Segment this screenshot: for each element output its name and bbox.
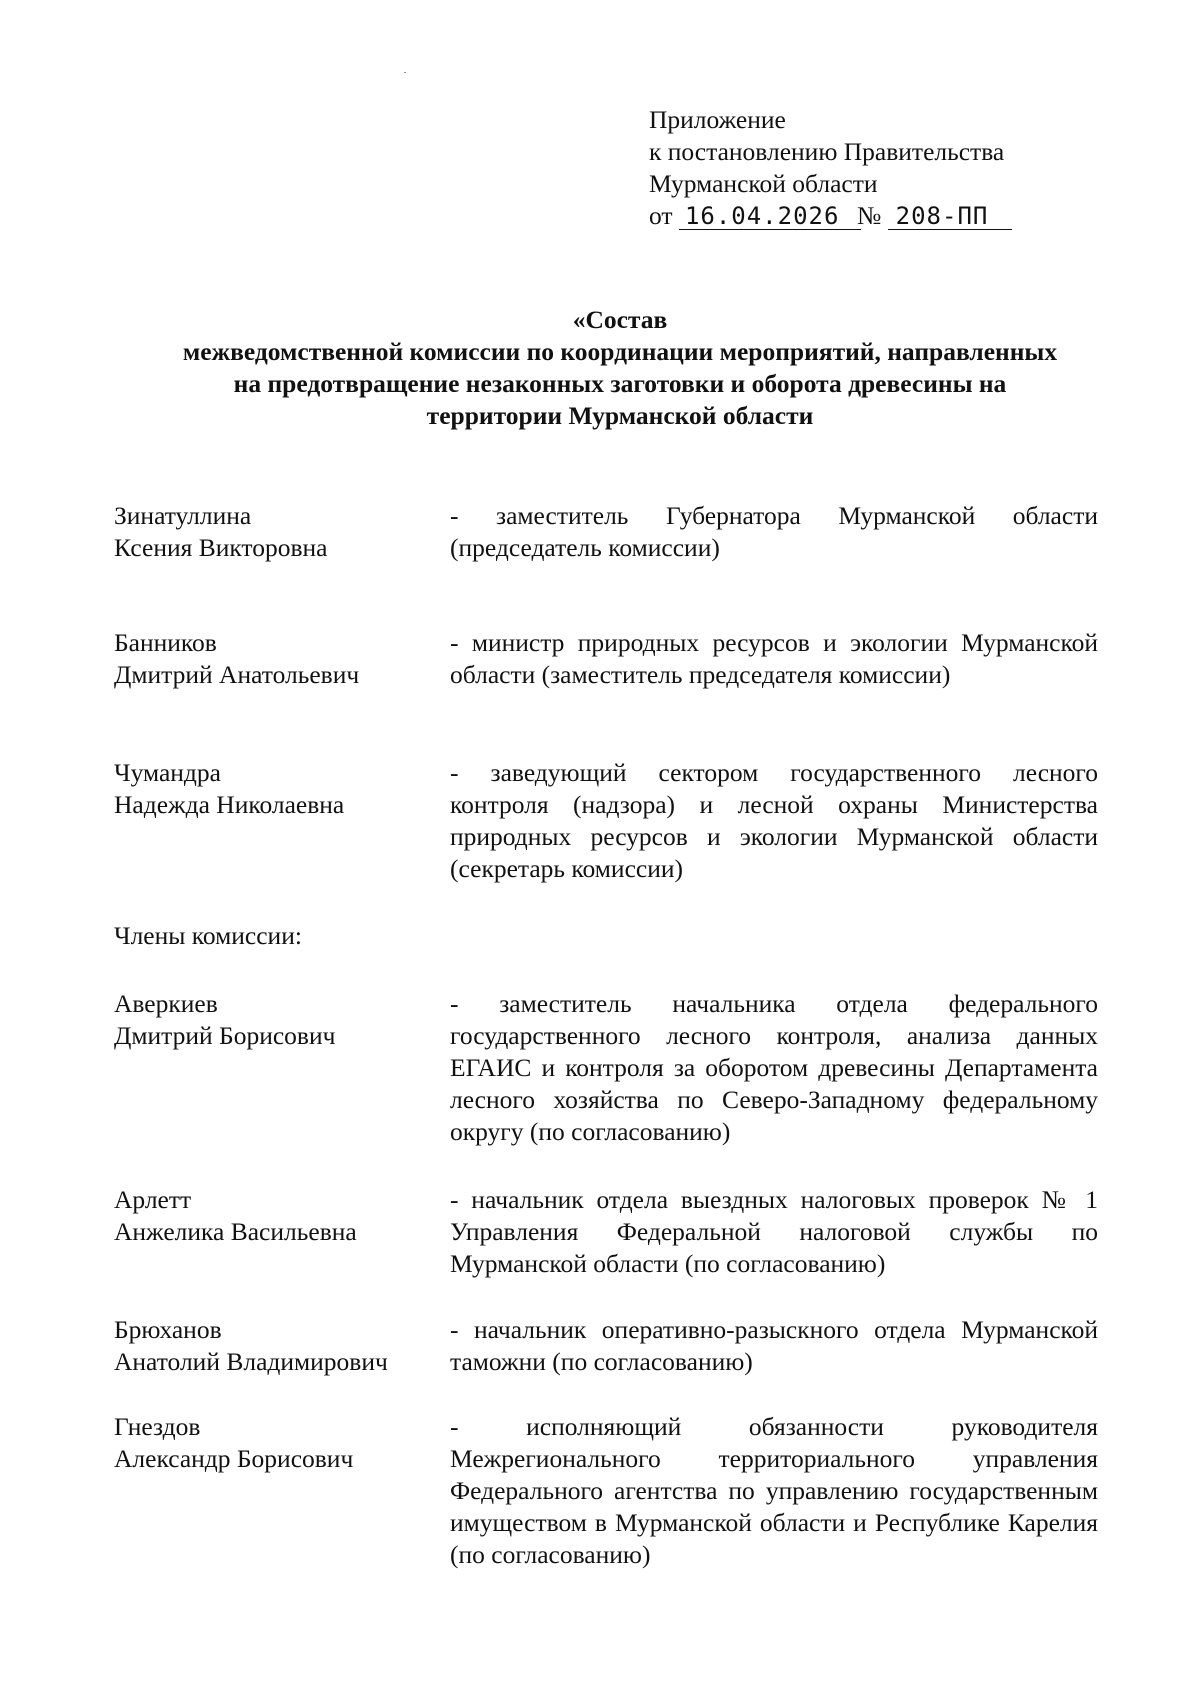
member-name: [114, 757, 444, 821]
appendix-region-line: Мурманской области: [649, 169, 878, 198]
member-surname: Брюханов: [114, 1315, 222, 1344]
member-surname: Гнездов: [114, 1412, 201, 1441]
document-title: [120, 304, 1120, 432]
member-name: [114, 500, 444, 564]
member-name: [114, 627, 444, 691]
member-given-names: Надежда Николаевна: [114, 790, 345, 819]
title-line-3: на предотвращение незаконных заготовки и оборота древесины на: [233, 369, 1007, 398]
member-position: - заместитель начальника отдела федерального государственного лесного контроля, анализа данных ЕГАИС и контроля за оборотом древесины Департамента лесного хозяйства по Северо-Западному федеральному округу (по согласованию): [450, 989, 1098, 1146]
members-heading: Члены комиссии:: [114, 921, 302, 950]
appendix-resolution-line: к постановлению Правительства: [649, 137, 1005, 166]
member-name: [114, 1314, 444, 1378]
member-surname: Арлетт: [114, 1185, 192, 1214]
resolution-number: 208-ПП: [888, 203, 1012, 230]
member-name: [114, 988, 444, 1052]
member-surname: Банников: [114, 628, 217, 657]
number-sign: №: [856, 201, 882, 230]
member-surname: Зинатуллина: [114, 501, 252, 530]
title-line-4: территории Мурманской области: [426, 401, 814, 430]
member-position: - начальник отдела выездных налоговых проверок № 1 Управления Федеральной налоговой службы по Мурманской области (по согласованию): [450, 1185, 1098, 1278]
appendix-header: [649, 104, 1069, 232]
scan-speck: [404, 72, 406, 73]
member-position: - заведующий сектором государственного лесного контроля (надзора) и лесной охраны Министерства природных ресурсов и экологии Мурманской области (секретарь комиссии): [450, 758, 1098, 883]
member-given-names: Анжелика Васильевна: [114, 1217, 357, 1246]
member-position: - заместитель Губернатора Мурманской области (председатель комиссии): [450, 501, 1098, 562]
member-name: [114, 1411, 444, 1475]
appendix-label: Приложение: [649, 105, 786, 134]
member-given-names: Александр Борисович: [114, 1444, 354, 1473]
member-given-names: Дмитрий Анатольевич: [114, 660, 360, 689]
title-line-1: «Состав: [572, 305, 668, 334]
member-position: - начальник оперативно-разыскного отдела Мурманской таможни (по согласованию): [450, 1315, 1098, 1376]
member-surname: Чумандра: [114, 758, 221, 787]
title-line-2: межведомственной комиссии по координации мероприятий, направленных: [182, 337, 1058, 366]
member-name: [114, 1184, 444, 1248]
member-given-names: Анатолий Владимирович: [114, 1347, 388, 1376]
member-position: - министр природных ресурсов и экологии Мурманской области (заместитель председателя комиссии): [450, 628, 1098, 689]
member-given-names: Дмитрий Борисович: [114, 1021, 336, 1050]
resolution-date: 16.04.2026: [679, 203, 861, 230]
appendix-date-line: [649, 200, 1069, 232]
member-given-names: Ксения Викторовна: [114, 533, 328, 562]
member-position: - исполняющий обязанности руководителя Межрегионального территориального управления Федерального агентства по управлению государственным имуществом в Мурманской области и Республике Карелия (по согласованию): [450, 1412, 1098, 1569]
member-surname: Аверкиев: [114, 989, 218, 1018]
date-prefix: от: [649, 201, 673, 230]
